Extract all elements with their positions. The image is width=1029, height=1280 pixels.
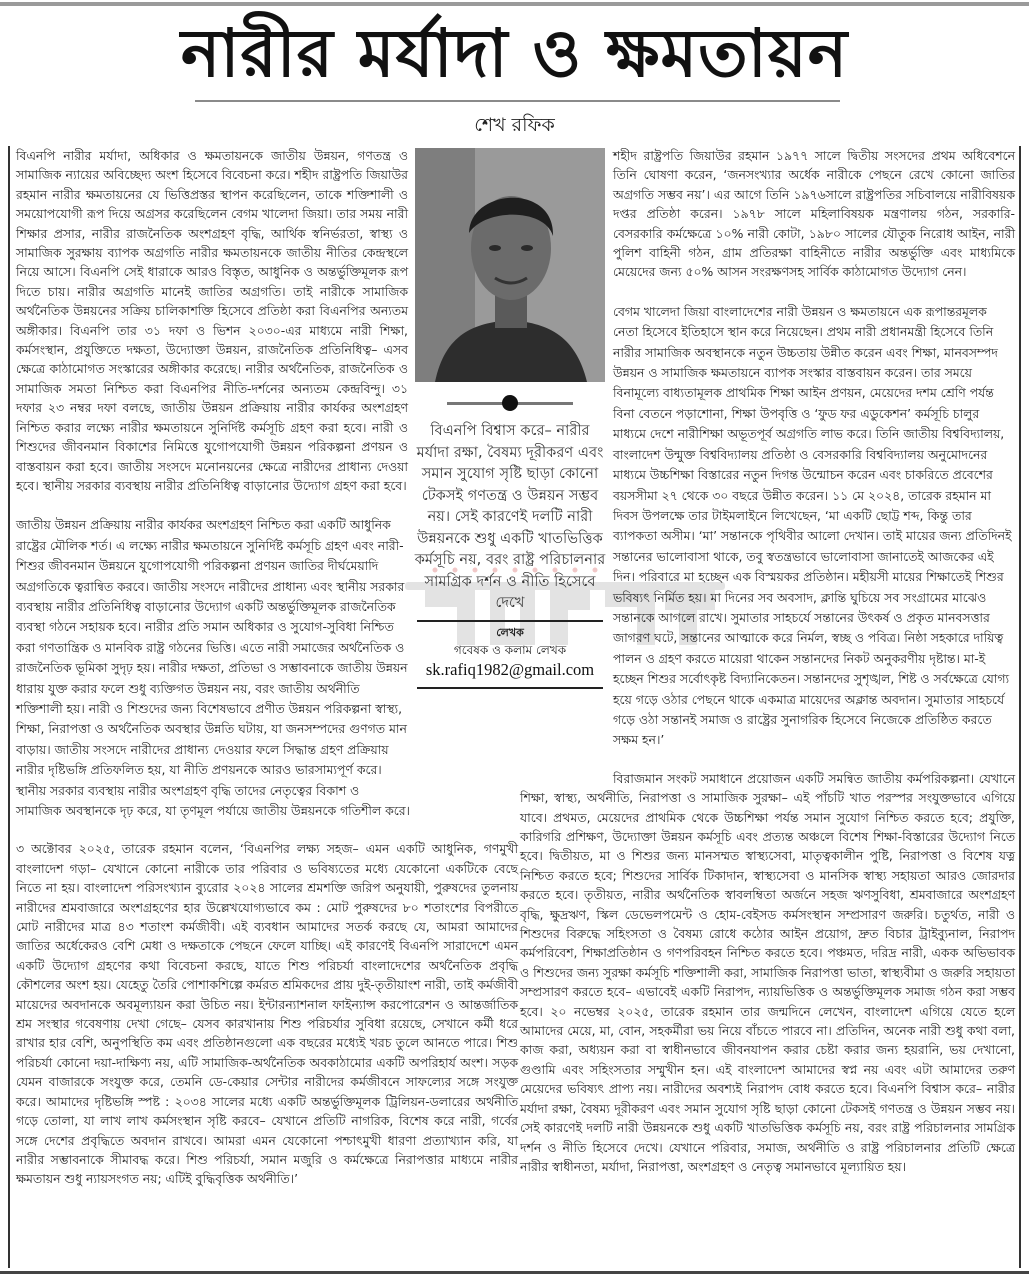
pull-quote: বিএনপি বিশ্বাস করে– নারীর মর্যাদা রক্ষা, বৈষম্য দূরীকরণ এবং সমান সুযোগ সৃষ্টি ছাড়া কোনো টেকসই গণতন্ত্র ও উন্নয়ন সম্ভব নয়। সেই কারণেই দলটি নারী উন্নয়নকে শুধু একটি খাতভিত্তিক কর্মসূচি নয়, বরং রাষ্ট্র পরিচালনার সামগ্রিক দর্শন ও নীতি হিসেবে দেখে	[414, 422, 606, 611]
right-column	[520, 146, 1015, 1195]
center-column-gap	[520, 146, 613, 782]
paragraph: শহীদ রাষ্ট্রপতি জিয়াউর রহমান ১৯৭৭ সালে দ্বিতীয় সংসদের প্রথম অধিবেশনে তিনি ঘোষণা করেন, ‘জনসংখ্যার অর্ধেক নারীকে পেছনে রেখে কোনো জাতির অগ্রগতি সম্ভব নয়’। এর আগে তিনি ১৯৭৬সালে রাষ্ট্রপতির সচিবালয়ে নারীবিষয়ক দপ্তর প্রতিষ্ঠা করেন। ১৯৭৮ সালে মহিলাবিষয়ক মন্ত্রণালয় গঠন, সরকারি-বেসরকারি কর্মক্ষেত্রে ১০% নারী কোটা, ১৯৮০ সালের যৌতুক নিরোধ আইন, নারী পুলিশ বাহিনী গঠন, গ্রাম প্রতিরক্ষা বাহিনীতে নারীর অন্তর্ভুক্তি এবং মাধ্যমিকে মেয়েদের জন্য ৫০% আসন সংরক্ষণসহ সার্বিক কাঠামোগত উদ্যোগ নেন।	[613, 148, 1015, 280]
left-border	[8, 146, 10, 1268]
headline-rule	[195, 100, 840, 102]
headline: নারীর মর্যাদা ও ক্ষমতায়ন	[180, 15, 849, 92]
byline-role: গবেষক ও কলাম লেখক	[453, 642, 567, 657]
paragraph: বিরাজমান সংকট সমাধানে প্রয়োজন একটি সমন্বিত জাতীয় কর্মপরিকল্পনা। যেখানে শিক্ষা, স্বাস্থ্য, অর্থনীতি, নিরাপত্তা ও সামাজিক সুরক্ষা– এই পাঁচটি খাত পরস্পর সংযুক্তভাবে এগিয়ে যাবে। প্রথমত, মেয়েদের প্রাথমিক থেকে উচ্চশিক্ষা পর্যন্ত সমান সুযোগ নিশ্চিত করতে হবে; প্রযুক্তি, কারিগরি প্রশিক্ষণ, উদ্যোক্তা উন্নয়ন কর্মসূচি এবং প্রত্যন্ত অঞ্চলে বিশেষ শিক্ষা-বিস্তারের উদ্যোগ নিতে হবে। দ্বিতীয়ত, মা ও শিশুর জন্য মানসম্মত স্বাস্থ্যসেবা, মাতৃত্বকালীন পুষ্টি, নিরাপত্তা ও বিশেষ যত্ন নিশ্চিত করতে হবে; শিশুদের সার্বিক টিকাদান, স্বাস্থ্যসেবা ও মানসিক স্বাস্থ্য সহায়তা আরও জোরদার করতে হবে। তৃতীয়ত, নারীর অর্থনৈতিক স্বাবলম্বিতা অর্জনে সহজ ঋণসুবিধা, শ্রমবাজারে অংশগ্রহণ বৃদ্ধি, ক্ষুদ্রঋণ, স্কিল ডেভেলপমেন্ট ও হোম-বেইসড কর্মসংস্থান সম্প্রসারণ জরুরি। চতুর্থত, নারী ও শিশুদের বিরুদ্ধে সহিংসতা ও বৈষম্য রোধে কঠোর আইন প্রয়োগ, দ্রুত বিচার ট্রাইব্যুনাল, নিরাপদ কর্মপরিবেশ, শিক্ষাপ্রতিষ্ঠান ও গণপরিবহন নিশ্চিত করতে হবে। পঞ্চমত, দরিদ্র নারী, একক অভিভাবক ও শিশুদের জন্য সুরক্ষা কর্মসূচি শক্তিশালী করা, সামাজিক নিরাপত্তা ভাতা, স্বাস্থ্যবীমা ও জরুরি সহায়তা সম্প্রসারণ করতে হবে– এভাবেই একটি নিরাপদ, ন্যায়ভিত্তিক ও অন্তর্ভুক্তিমূলক সমাজ গঠন করা সম্ভব হবে। ২০ নভেম্বর ২০২৫, তারেক রহমান তার জন্মদিনে লেখেন, বাংলাদেশ এগিয়ে যেতে হলে আমাদের মেয়ে, মা, বোন, সহকর্মীরা ভয় নিয়ে বাঁচতে পারবে না। প্রতিদিন, অনেক নারী শুধু কথা বলা, কাজ করা, অধ্যয়ন করা বা স্বাধীনভাবে জীবনযাপন করার চেষ্টা করার জন্য হয়রানি, ভয় দেখানো, গুণ্ডামি এবং সহিংসতার সম্মুখীন হন। এই বাংলাদেশ আমাদের স্বপ্ন নয় এবং এটা আমাদের তরুণ মেয়েদের ভবিষ্যৎ প্রাপ্য নয়। নারীদের অবশ্যই নিরাপদ বোধ করতে হবে। বিএনপি বিশ্বাস করে– নারীর মর্যাদা রক্ষা, বৈষম্য দূরীকরণ এবং সমান সুযোগ সৃষ্টি ছাড়া কোনো টেকসই গণতন্ত্র ও উন্নয়ন সম্ভব নয়। সেই কারণেই দলটি নারী উন্নয়নকে শুধু একটি খাতভিত্তিক কর্মসূচি নয়, বরং রাষ্ট্র পরিচালনার সামগ্রিক দর্শন ও নীতি হিসেবে দেখে। যেখানে পরিবার, সমাজ, অর্থনীতি ও রাষ্ট্র পরিচালনার প্রতিটি ক্ষেত্রে নারীর স্বাধীনতা, মর্যাদা, নিরাপত্তা, অংশগ্রহণ ও নেতৃত্ব সমানভাবে মূল্যায়িত হয়।	[520, 770, 1015, 1174]
paragraph-continuation: গড়ে ওঠা সন্তানই সমাজ ও রাষ্ট্রের সুনাগরিক হিসেবে নিজেকে প্রতিষ্ঠিত করতে সক্ষম হন।’	[613, 711, 992, 748]
divider-dot-icon	[502, 395, 518, 411]
author-name: শেখ রফিক	[474, 114, 555, 136]
author-email: sk.rafiq1982@gmail.com	[425, 659, 595, 679]
byline-label: লেখক	[496, 625, 524, 639]
right-border	[1019, 146, 1021, 1268]
paragraph-continuation: দেওয়ার ফলে সিদ্ধান্ত গ্রহণ প্রক্রিয়ায় নারীর দৃষ্টিভঙ্গি প্রতিফলিত হয়, যা নীতি প্রণয়নকে আরও ভারসাম্যপূর্ণ করে। স্থানীয় সরকার ব্যবস্থায় নারীর অংশগ্রহণ বৃদ্ধি তাদের নেতৃত্বের বিকাশ ও সামাজিক অবস্থানকে দৃঢ় করে, যা তৃণমূল পর্যায়ে জাতীয় উন্নয়নকে গতিশীল করে।	[16, 741, 410, 818]
paragraph: ৩ অক্টোবর ২০২৫, তারেক রহমান বলেন, ‘বিএনপির লক্ষ্য সহজ– এমন একটি আধুনিক, গণমুখী বাংলাদেশ গড়া– যেখানে কোনো নারীকে তার পরিবার ও ভবিষ্যতের মধ্যে যেকোনো একটিকে বেছে নিতে না হয়। বাংলাদেশ পরিসংখ্যান ব্যুরোর ২০২৪ সালের শ্রমশক্তি জরিপ অনুযায়ী, পুরুষদের তুলনায় নারীদের শ্রমবাজারে অংশগ্রহণের হার উল্লেখযোগ্যভাবে কম : মোট পুরুষদের ৮০ শতাংশের বিপরীতে মোট নারীদের মাত্র ৪৩ শতাংশ কর্মজীবী। এই ব্যবধান আমাদের সতর্ক করছে যে, আমরা আমাদের জাতির অর্ধেকেরও বেশি মেধা ও দক্ষতাকে পেছনে ফেলে যাচ্ছি। এই কারণেই বিএনপি সারাদেশে এমন একটি উদ্যোগ গ্রহণের কথা বিবেচনা করছে, যাতে শিশু পরিচর্যা বাংলাদেশের অর্থনৈতিক প্রবৃদ্ধি কৌশলের অংশ হয়। যেহেতু তৈরি পোশাকশিল্পে কর্মরত শ্রমিকদের প্রায় দুই-তৃতীয়াংশ নারী, তাই কর্মজীবী মায়েদের অবদানকে অবমূল্যায়ন করা উচিত নয়। ইন্টারন্যাশনাল ফাইন্যান্স করপোরেশন ও আন্তর্জাতিক শ্রম সংস্থার গবেষণায় দেখা গেছে– যেসব কারখানায় শিশু পরিচর্যার সুবিধা রয়েছে, সেখানে কর্মী ধরে রাখার হার বেশি, অনুপস্থিতি কম এবং প্রতিষ্ঠানগুলো এক বছরের মধ্যেই খরচ তুলে আনতে পারে। শিশু পরিচর্যা কোনো দয়া-দাক্ষিণ্য নয়, এটি সামাজিক-অর্থনৈতিক অবকাঠামোর একটি অপরিহার্য অংশ। সড়ক যেমন বাজারকে সংযুক্ত করে, তেমনি ডে-কেয়ার সেন্টার নারীদের কর্মজীবনে সাফল্যের সঙ্গে সংযুক্ত করে। আমাদের দৃষ্টিভঙ্গি স্পষ্ট : ২০৩৪ সালের মধ্যে একটি অন্তর্ভুক্তিমূলক ট্রিলিয়ন-ডলারের অর্থনীতি গড়ে তোলা, যা লাখ লাখ কর্মসংস্থান সৃষ্টি করবে– যেখানে প্রতিটি নাগরিক, বিশেষ করে নারী, গর্বের সঙ্গে দেশের প্রবৃদ্ধিতে অবদান রাখবে। আমরা এমন যেকোনো পশ্চাৎমুখী ধারণা প্রত্যাখ্যান করি, যা নারীর সম্ভাবনাকে সীমাবদ্ধ করে। শিশু পরিচর্যা, সমান মজুরি ও কর্মক্ষেত্রে নিরাপত্তার মাধ্যমে নারীর ক্ষমতায়ন শুধু ন্যায়সংগত নয়; এটিই বুদ্ধিবৃত্তিক অর্থনীতি।’	[16, 841, 518, 1187]
top-border	[0, 2, 1029, 6]
paragraph: বেগম খালেদা জিয়া বাংলাদেশের নারী উন্নয়ন ও ক্ষমতায়নে এক রূপান্তরমূলক নেতা হিসেবে ইতিহাসে স্থান করে নিয়েছেন। প্রথম নারী প্রধানমন্ত্রী হিসেবে তিনি নারীর সামাজিক অবস্থানকে নতুন উচ্চতায় উন্নীত করেন এবং শিক্ষা, মানবসম্পদ উন্নয়ন ও সামাজিক ক্ষমতায়নে ব্যাপক সংস্কার বাস্তবায়ন করেন। তার সময়ে বিনামূল্যে বাধ্যতামূলক প্রাথমিক শিক্ষা আইন প্রণয়ন, মেয়েদের দশম শ্রেণি পর্যন্ত বিনা বেতনে পড়াশোনা, শিক্ষা উপবৃত্তি ও ‘ফুড ফর এডুকেশন’ কর্মসূচি চালুর মাধ্যমে দেশে নারীশিক্ষা অভূতপূর্ব অগ্রগতি লাভ করে। তিনি জাতীয় বিশ্ববিদ্যালয়, বাংলাদেশ উন্মুক্ত বিশ্ববিদ্যালয় প্রতিষ্ঠা ও বেসরকারি বিশ্ববিদ্যালয় অনুমোদনের মাধ্যমে উচ্চশিক্ষা বিস্তারের নতুন দিগন্ত উন্মোচন করেন এবং চাকরিতে প্রবেশের বয়সসীমা ২৭ থেকে ৩০ বছরে উন্নীত করেন। ১১ মে ২০২৪, তারেক রহমান মা দিবস উপলক্ষে তার টাইমলাইনে লিখেছেন, ‘মা একটি ছোট্ট শব্দ, কিন্তু তার ব্যাপকতা অসীম। ‘মা’ সন্তানকে পৃথিবীর আলো দেখান। তাই মায়ের জন্য প্রতিদিনই সন্তানের ভালোবাসা থাকে, তবু স্বতন্ত্রভাবে ভালোবাসা জানাতেই আজকের এই দিন। পরিবারে মা হচ্ছেন এক বিস্ময়কর প্রতিষ্ঠান। মহীয়সী মায়ের শিক্ষাতেই শিশুর ভবিষ্যৎ নির্মিত হয়। মা দিনের সব অবসাদ, ক্লান্তি ঘুচিয়ে সব সংগ্রামের মাঝেও সন্তানকে আগলে রাখে। সুমাতার সাহচর্যে সন্তানের উৎকর্ষ ও প্রকৃত মানবসত্তার জাগরণ ঘটে, সন্তানের আত্মাকে করে নির্মল, স্বচ্ছ ও পবিত্র। নিষ্ঠা সহকারে দায়িত্ব পালন ও গ্রহণ করতে মায়েরা থাকেন সন্তানদের নিকট অনুকরণীয় দৃষ্টান্ত। মা-ই হচ্ছেন শিশুর সর্বোৎকৃষ্ট বিদ্যানিকেতন। সন্তানদের সুশৃঙ্খল, শিষ্ট ও সর্বক্ষেত্রে যোগ্য হয়ে গড়ে ওঠার পেছনে থাকে একমাত্র মায়েদের অক্লান্ত অবদান। সুমাতার সাহচর্যে	[613, 303, 1012, 707]
paragraph: জাতীয় উন্নয়ন প্রক্রিয়ায় নারীর কার্যকর অংশগ্রহণ নিশ্চিত করা একটি আধুনিক রাষ্ট্রের মৌলিক শর্ত। এ লক্ষ্যে নারীর ক্ষমতায়নে সুনির্দিষ্ট কর্মসূচি গ্রহণ এবং নারী-শিশুর জীবনমান উন্নয়নে যুগোপযোগী পরিকল্পনা প্রণয়ন জাতির দীর্ঘমেয়াদি অগ্রগতিকে ত্বরান্বিত করবে। জাতীয় সংসদে নারীদের প্রাধান্য এবং স্থানীয় সরকার ব্যবস্থায় নারীর প্রতিনিধিত্ব বাড়ানোর উদ্যোগ একটি অন্তর্ভুক্তিমূলক রাজনৈতিক ব্যবস্থা গঠনে সহায়ক হবে। নারীর প্রতি সমান অধিকার ও সুযোগ-সুবিধা নিশ্চিত করা গণতান্ত্রিক ও মানবিক রাষ্ট্র গঠনের ভিত্তি। এতে নারী সমাজের অর্থনৈতিক ও রাজনৈতিক ভূমিকা সুদৃঢ় হয়। নারীর দক্ষতা, প্রতিভা ও সম্ভাবনাকে জাতীয় উন্নয়ন ধারায় যুক্ত করার ফলে শুধু ব্যক্তিগত উন্নয়ন নয়, বরং জাতীয় অর্থনীতি শক্তিশালী হয়। নারী ও শিশুদের জন্য বিশেষভাবে প্রণীত উন্নয়ন পরিকল্পনা স্বাস্থ্য, শিক্ষা, নিরাপত্তা ও অর্থনৈতিক অবস্থার উন্নতি ঘটায়, যা জনসম্পদের গুণগত মান বাড়ায়। জাতীয় সংসদে নারীদের প্রাধান্য	[16, 517, 408, 757]
bottom-border	[0, 1271, 1029, 1274]
paragraph: বিএনপি নারীর মর্যাদা, অধিকার ও ক্ষমতায়নকে জাতীয় উন্নয়ন, গণতন্ত্র ও সামাজিক ন্যায়ের অবিচ্ছেদ্য অংশ হিসেবে বিবেচনা করে। শহীদ রাষ্ট্রপতি জিয়াউর রহমান নারীর ক্ষমতায়নের যে ভিত্তিপ্রস্তর স্থাপন করেছিলেন, তাকে শক্তিশালী ও সময়োপযোগী রূপ দিয়ে অগ্রসর করেছিলেন বেগম খালেদা জিয়া। তার সময় নারী শিক্ষার প্রসার, নারীর রাজনৈতিক অংশগ্রহণ বৃদ্ধি, আর্থিক স্বনির্ভরতা, স্বাস্থ্য ও সামাজিক সুরক্ষায় ব্যাপক অগ্রগতি নারীর ক্ষমতায়নকে জাতীয় নীতির কেন্দ্রস্থলে নিয়ে আসে। বিএনপি সেই ধারাকে আরও বিস্তৃত, আধুনিক ও অন্তর্ভুক্তিমূলক রূপ দিতে চায়। নারীর অগ্রগতি মানেই জাতির অগ্রগতি। তাই নারীকে সামাজিক অর্থনৈতিক উন্নয়নের সক্রিয় চালিকাশক্তি হিসেবে প্রতিষ্ঠা করা বিএনপির অন্যতম অঙ্গীকার। বিএনপি তার ৩১ দফা ও ভিশন ২০৩০-এর মাধ্যমে নারী শিক্ষা, কর্মসংস্থান, প্রযুক্তিতে দক্ষতা, উদ্যোক্তা উন্নয়ন, রাজনৈতিক প্রতিনিধিত্ব– এসব ক্ষেত্রে কাঠামোগত সংস্কারের অঙ্গীকার করেছে। নারীর অর্থনৈতিক, রাজনৈতিক ও সামাজিক সমতা নিশ্চিত করা বিএনপির নীতি-দর্শনের অন্যতম কেন্দ্রবিন্দু। ৩১ দফার ২৩ নম্বর দফা বলছে, জাতীয় উন্নয়ন প্রক্রিয়ায় নারীর কার্যকর অংশগ্রহণ নিশ্চিত করার লক্ষ্যে নারীর ক্ষমতায়নে সুনির্দিষ্ট কর্মসূচি গ্রহণ করা হবে। নারী ও শিশুদের জীবনমান বিকাশের নিমিত্তে যুগোপযোগী উন্নয়ন পরিকল্পনা প্রণয়ন ও বাস্তবায়ন করা হবে। জাতীয় সংসদে মনোনয়নের ক্ষেত্রে নারীদের প্রাধান্য দেওয়া হবে। স্থানীয় সরকার ব্যবস্থায় নারীর প্রতিনিধিত্ব বাড়ানোর উদ্যোগ গ্রহণ করা হবে।	[16, 148, 408, 493]
